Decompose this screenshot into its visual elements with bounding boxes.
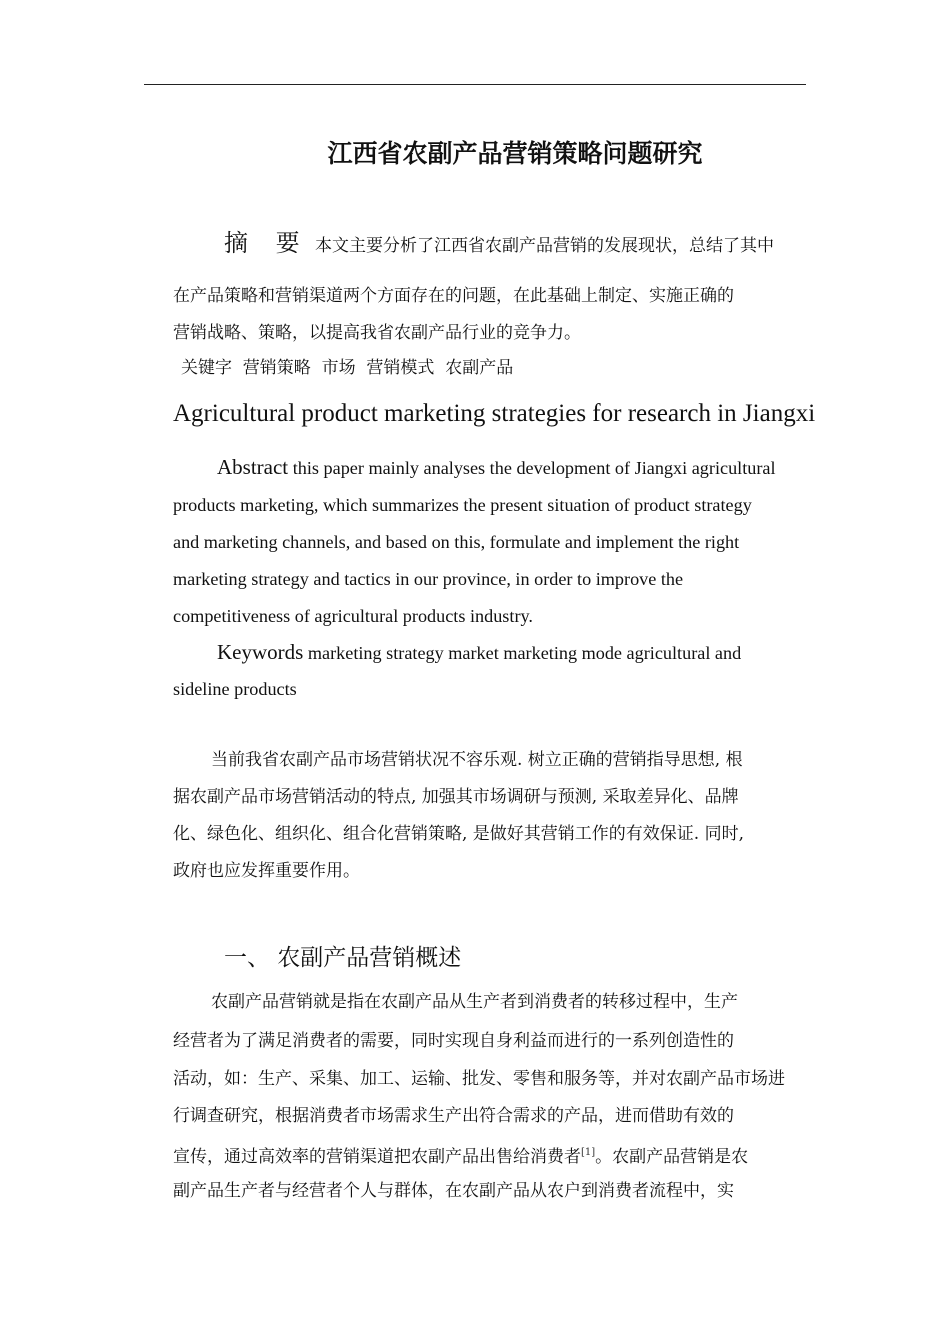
paper-title-en: Agricultural product marketing strategies for research in Jiangxi [173, 400, 816, 427]
section-line: 农副产品营销就是指在农副产品从生产者到消费者的转移过程中，生产 [211, 992, 738, 1012]
intro-line: 化、绿色化、组织化、组合化营销策略, 是做好其营销工作的有效保证. 同时, [173, 824, 745, 844]
abstract-en-line: marketing strategy and tactics in our province, in order to improve the [173, 569, 684, 589]
section-line: 行调查研究，根据消费者市场需求生产出符合需求的产品，进而借助有效的 [173, 1106, 734, 1126]
paper-title-cn: 江西省农副产品营销策略问题研究 [327, 139, 703, 168]
abstract-cn-line: 营销战略、策略，以提高我省农副产品行业的竞争力。 [173, 323, 581, 343]
intro-line: 政府也应发挥重要作用。 [173, 861, 360, 881]
abstract-cn-line: 在产品策略和营销渠道两个方面存在的问题，在此基础上制定、实施正确的 [173, 286, 734, 306]
abstract-en-line: and marketing channels, and based on this, formulate and implement the right [173, 532, 740, 552]
header-rule [144, 84, 806, 85]
abstract-cn-line: 本文主要分析了江西省农副产品营销的发展现状，总结了其中 [315, 236, 775, 256]
section-line: 活动，如：生产、采集、加工、运输、批发、零售和服务等，并对农副产品市场进 [173, 1069, 785, 1089]
keywords-cn: 关键字 营销策略 市场 营销模式 农副产品 [181, 358, 514, 378]
section-line: 副产品生产者与经营者个人与群体，在农副产品从农户到消费者流程中，实 [173, 1181, 734, 1201]
keywords-en-line: sideline products [173, 679, 297, 699]
citation-ref[interactable]: [1] [581, 1147, 596, 1158]
section-line: 。农副产品营销是农 [595, 1147, 749, 1167]
abstract-en-first-line [217, 456, 776, 479]
abstract-en-line: competitiveness of agricultural products industry. [173, 606, 533, 626]
section-heading: 一、 农副产品营销概述 [224, 945, 462, 971]
section-line: 经营者为了满足消费者的需要，同时实现自身利益而进行的一系列创造性的 [173, 1031, 734, 1051]
abstract-en-line: products marketing, which summarizes the present situation of product strategy [173, 495, 752, 515]
intro-line: 当前我省农副产品市场营销状况不容乐观. 树立正确的营销指导思想, 根 [211, 750, 743, 770]
intro-line: 据农副产品市场营销活动的特点, 加强其市场调研与预测, 采取差异化、品牌 [173, 787, 739, 807]
abstract-en-label: Abstract [217, 455, 289, 479]
section-line-with-citation [173, 1142, 748, 1168]
abstract-en-line: this paper mainly analyses the development of Jiangxi agricultural [292, 458, 776, 478]
keywords-en-label: Keywords [217, 640, 304, 664]
section-line: 宣传，通过高效率的营销渠道把农副产品出售给消费者 [173, 1147, 581, 1167]
abstract-cn-label: 摘 要 [224, 229, 310, 257]
abstract-cn-first-line [224, 229, 775, 257]
keywords-en-line: marketing strategy market marketing mode agricultural and [307, 643, 742, 663]
keywords-en-first-line [217, 641, 741, 664]
